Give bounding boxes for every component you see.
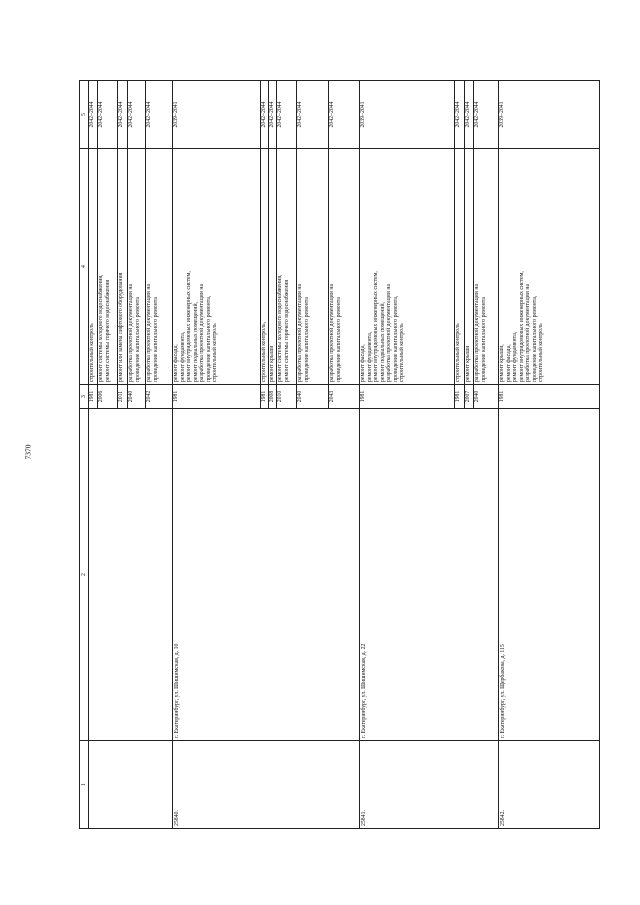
cell-year: 1981 [173,384,260,408]
building-block-25842 [499,81,599,828]
cell-works: разработка проектной документации на проведение капитального ремонта [297,148,328,384]
cell-year: 1981 [499,384,599,408]
table-row [261,81,269,408]
cell-address: г. Екатеринбург, ул. Шишимская, д. 10 [173,408,359,740]
table-row [173,81,261,408]
cell-year: 2040 [128,384,145,408]
table-row [465,81,474,408]
cell-period: 2042–2044 [455,101,461,128]
cell-period: 2042–2044 [474,101,480,128]
cell-year: 1981 [89,384,97,408]
cell-works: разработка проектной документации на проведение капитального ремонта [146,148,172,384]
cell-year: 2042 [146,384,172,408]
cell-num: 25842. [499,740,599,828]
table-row [89,81,98,408]
cell-year: 2010 [277,384,296,408]
cell-works: разработка проектной документации на проведение капитального ремонта [474,148,498,384]
cell-period: 2039–2041 [499,101,505,128]
cell-works: ремонт крыши [465,148,473,384]
cell-works: ремонт фасада, ремонт фундамента, ремонт внутридомовых инженерных систем, ремонт подвальных помещений, разработка проектной документации на проведение капитального ремонта, строительный контроль [360,148,454,384]
cell-period: 2042–2044 [329,101,335,128]
cell-year: 1981 [360,384,454,408]
table-row [118,81,128,408]
cell-period: 2042–2044 [261,101,267,128]
cell-year: 2043 [329,384,359,408]
cell-works: ремонт системы холодного водоснабжения, ремонт системы горячего водоснабжения [98,148,117,384]
page-number: 7370 [23,444,33,460]
cell-period: 2042–2044 [277,101,283,128]
cell-period: 2042–2044 [297,101,303,128]
cell-period: 2042–2044 [118,101,124,128]
cell-period: 2042–2044 [128,101,134,128]
cell-period: 2042–2044 [269,101,275,128]
cell-works: разработка проектной документации на проведение капитального ремонта [128,148,145,384]
table-row [128,81,146,408]
building-block-25841 [360,81,499,828]
cell-period: 2042–2044 [465,101,471,128]
header-col-2: 2 [80,408,88,740]
table-row [360,81,455,408]
cell-year: 1981 [261,384,268,408]
table-row [277,81,297,408]
table-row [146,81,172,408]
cell-year: 2040 [474,384,498,408]
cell-year: 2007 [465,384,473,408]
cell-period: 2039–2041 [173,101,179,128]
table-row [329,81,359,408]
cell-works: строительный контроль, [261,148,268,384]
cell-works: ремонт крыши, ремонт фасада, ремонт фундамента, ремонт внутридомовых инженерных систем, разработка проектной документации на проведение капитального ремонта, строительный контроль [499,148,599,384]
continued-building-block [89,81,173,828]
cell-year: 1981 [455,384,464,408]
table-row [98,81,118,408]
cell-num [89,740,172,828]
cell-address [89,408,172,740]
cell-period: 2042–2044 [89,101,95,128]
cell-address: г. Екатеринбург, ул. Щербакова, д. 115 [499,408,599,740]
cell-year: 2011 [118,384,127,408]
cell-works: ремонт крыши [269,148,276,384]
table-row [269,81,277,408]
table-row [455,81,465,408]
table-stage [79,80,600,829]
table-row [297,81,329,408]
cell-works: ремонт или замена лифтового оборудования [118,148,127,384]
cell-year: 2006 [98,384,117,408]
cell-year: 2040 [297,384,328,408]
header-col-5: 5 [81,113,87,116]
cell-works: ремонт системы холодного водоснабжения, ремонт системы горячего водоснабжения [277,148,296,384]
cell-year: 2008 [269,384,276,408]
header-col-4: 4 [80,148,88,384]
cell-works: строительный контроль [89,148,97,384]
table-row [499,81,599,408]
header-col-3: 3 [80,384,88,408]
cell-works: строительный контроль [455,148,464,384]
cell-address: г. Екатеринбург, ул. Шишимская, д. 22 [360,408,498,740]
capital-repair-table [79,80,600,829]
header-col-1: 1 [80,740,88,828]
cell-works: разработка проектной документации на проведение капитального ремонта [329,148,359,384]
cell-works: ремонт фасада, ремонт фундамента, ремонт внутридомовых инженерных систем, ремонт подвальных помещений, разработка проектной документации на проведение капитального ремонта, строительный контроль [173,148,260,384]
header-row [80,81,89,828]
cell-num: 25841. [360,740,498,828]
table-row [474,81,498,408]
cell-period: 2039–2041 [360,101,366,128]
cell-period: 2042–2044 [98,101,104,128]
building-block-25840 [173,81,360,828]
cell-num: 25840. [173,740,359,828]
cell-period: 2042–2044 [146,101,152,128]
